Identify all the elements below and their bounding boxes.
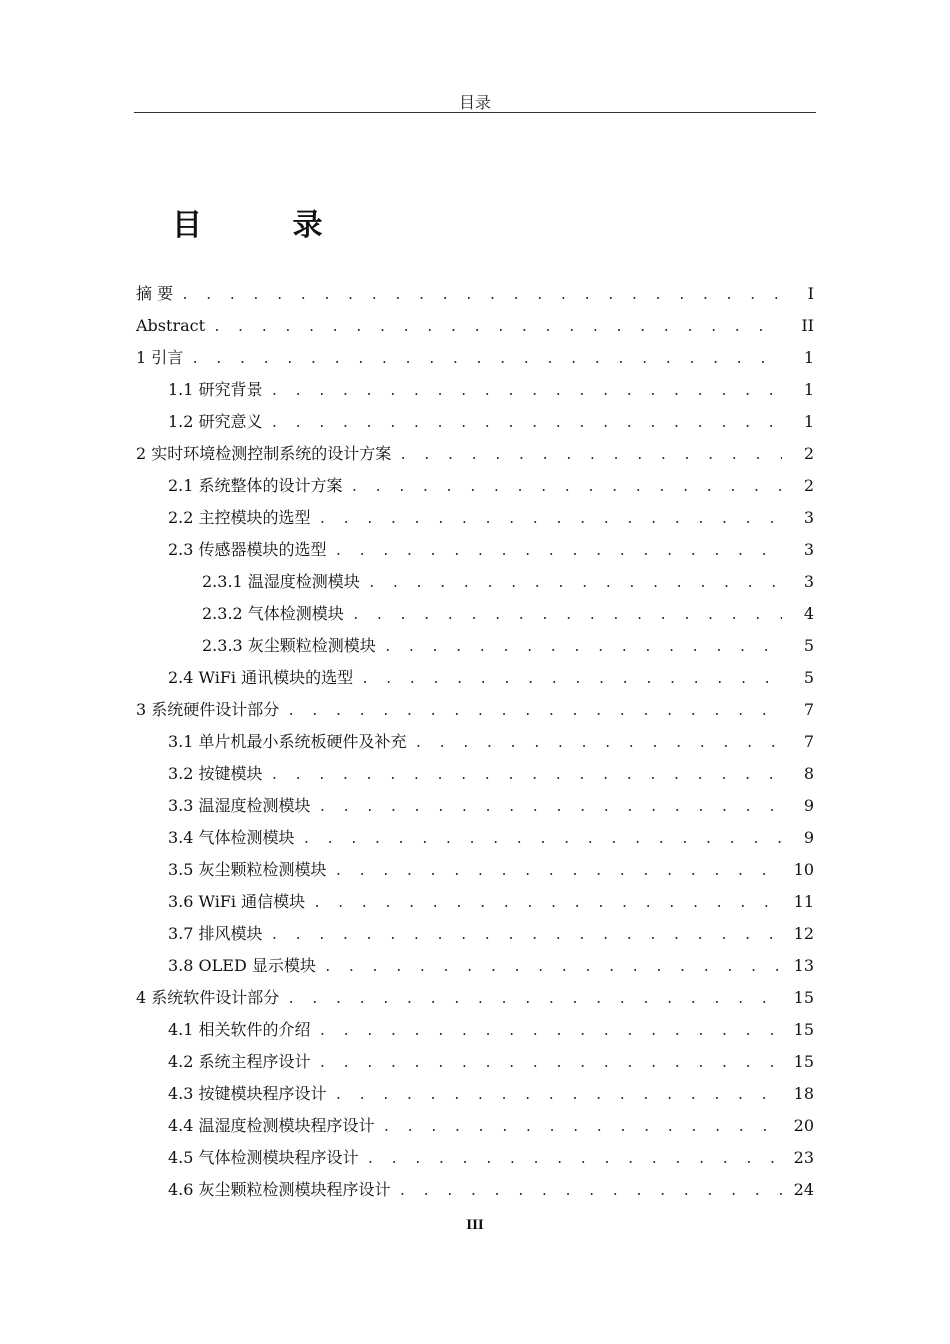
toc-entry[interactable] xyxy=(136,918,816,950)
dot-leader xyxy=(213,312,782,344)
dot-leader xyxy=(313,888,782,920)
dot-leader xyxy=(319,1048,782,1080)
toc-entry-page: 10 xyxy=(793,860,814,879)
toc-entry-label: 4.6 灰尘颗粒检测模块程序设计 xyxy=(168,1180,391,1199)
toc-entry-label: 3 系统硬件设计部分 xyxy=(136,700,280,719)
toc-entry-page: 23 xyxy=(793,1148,814,1167)
toc-entry-label: 3.3 温湿度检测模块 xyxy=(168,796,311,815)
toc-entry-page: 1 xyxy=(803,348,814,367)
toc-entry[interactable] xyxy=(136,310,816,342)
dot-leader xyxy=(271,920,782,952)
dot-leader xyxy=(271,376,782,408)
toc-entry-label: 3.5 灰尘颗粒检测模块 xyxy=(168,860,327,879)
toc-entry[interactable] xyxy=(136,758,816,790)
running-head: 目录 xyxy=(458,93,491,112)
toc-entry[interactable] xyxy=(136,470,816,502)
dot-leader xyxy=(335,1080,782,1112)
toc-entry[interactable] xyxy=(136,374,816,406)
toc-entry-label: 4.4 温湿度检测模块程序设计 xyxy=(168,1116,375,1135)
toc-entry-page: 24 xyxy=(793,1180,814,1199)
toc-entry-label: 2.3.3 灰尘颗粒检测模块 xyxy=(202,636,376,655)
toc-entry-label: 4.2 系统主程序设计 xyxy=(168,1052,311,1071)
dot-leader xyxy=(351,472,782,504)
toc-entry-page: 18 xyxy=(793,1084,814,1103)
toc-entry-page: 12 xyxy=(793,924,814,943)
toc-entry-label: 3.1 单片机最小系统板硬件及补充 xyxy=(168,732,407,751)
dot-leader xyxy=(319,504,782,536)
table-of-contents xyxy=(136,278,816,1206)
toc-entry-label: 1.2 研究意义 xyxy=(168,412,263,431)
dot-leader xyxy=(181,280,782,312)
toc-entry[interactable] xyxy=(136,598,816,630)
toc-entry-page: 11 xyxy=(793,892,814,911)
toc-entry-label: 1 引言 xyxy=(136,348,184,367)
toc-entry-label: 4 系统软件设计部分 xyxy=(136,988,280,1007)
toc-entry-page: 9 xyxy=(803,828,814,847)
toc-entry[interactable] xyxy=(136,886,816,918)
dot-leader xyxy=(287,984,782,1016)
toc-entry[interactable] xyxy=(136,534,816,566)
dot-leader xyxy=(303,824,782,856)
toc-entry-page: 7 xyxy=(803,700,814,719)
toc-entry-label: 3.6 WiFi 通信模块 xyxy=(168,892,306,911)
toc-entry-label: 2.2 主控模块的选型 xyxy=(168,508,311,527)
toc-entry-label: Abstract xyxy=(136,316,206,335)
toc-entry[interactable] xyxy=(136,406,816,438)
toc-entry-page: 3 xyxy=(803,572,814,591)
toc-entry-page: II xyxy=(801,316,814,335)
dot-leader xyxy=(368,568,782,600)
toc-entry[interactable] xyxy=(136,566,816,598)
toc-entry-page: 2 xyxy=(803,476,814,495)
toc-entry-page: 4 xyxy=(803,604,814,623)
toc-entry[interactable] xyxy=(136,1046,816,1078)
dot-leader xyxy=(271,408,782,440)
toc-entry-page: 3 xyxy=(803,508,814,527)
toc-entry-page: 20 xyxy=(793,1116,814,1135)
toc-entry-label: 3.7 排风模块 xyxy=(168,924,263,943)
toc-entry-label: 2.3.2 气体检测模块 xyxy=(202,604,344,623)
toc-entry-page: 8 xyxy=(803,764,814,783)
toc-entry[interactable] xyxy=(136,790,816,822)
toc-entry-label: 2.1 系统整体的设计方案 xyxy=(168,476,343,495)
toc-entry-label: 1.1 研究背景 xyxy=(168,380,263,399)
toc-entry-page: 7 xyxy=(803,732,814,751)
toc-entry-page: 5 xyxy=(803,668,814,687)
dot-leader xyxy=(399,1176,782,1208)
dot-leader xyxy=(352,600,782,632)
page-title: 目 录 xyxy=(172,208,363,243)
toc-entry[interactable] xyxy=(136,1174,816,1206)
toc-entry[interactable] xyxy=(136,662,816,694)
toc-entry-label: 3.8 OLED 显示模块 xyxy=(168,956,316,975)
dot-leader xyxy=(383,1112,782,1144)
toc-entry[interactable] xyxy=(136,630,816,662)
toc-entry-page: 1 xyxy=(803,380,814,399)
toc-entry-page: 15 xyxy=(793,988,814,1007)
toc-entry[interactable] xyxy=(136,1110,816,1142)
dot-leader xyxy=(399,440,782,472)
dot-leader xyxy=(324,952,782,984)
page-number: III xyxy=(466,1217,484,1233)
toc-entry[interactable] xyxy=(136,950,816,982)
header-rule xyxy=(134,112,816,113)
dot-leader xyxy=(335,536,782,568)
toc-entry[interactable] xyxy=(136,438,816,470)
dot-leader xyxy=(191,344,782,376)
toc-entry-page: I xyxy=(807,284,814,303)
toc-entry-label: 2 实时环境检测控制系统的设计方案 xyxy=(136,444,392,463)
toc-entry-page: 3 xyxy=(803,540,814,559)
toc-entry-label: 2.3 传感器模块的选型 xyxy=(168,540,327,559)
toc-entry-page: 9 xyxy=(803,796,814,815)
toc-entry-page: 1 xyxy=(803,412,814,431)
toc-entry-page: 13 xyxy=(793,956,814,975)
dot-leader xyxy=(384,632,782,664)
dot-leader xyxy=(287,696,782,728)
toc-entry-page: 15 xyxy=(793,1020,814,1039)
toc-entry-label: 3.2 按键模块 xyxy=(168,764,263,783)
toc-entry-label: 4.3 按键模块程序设计 xyxy=(168,1084,327,1103)
toc-entry-label: 3.4 气体检测模块 xyxy=(168,828,295,847)
toc-entry-label: 摘 要 xyxy=(136,284,174,303)
toc-entry-page: 15 xyxy=(793,1052,814,1071)
toc-entry-label: 2.4 WiFi 通讯模块的选型 xyxy=(168,668,354,687)
dot-leader xyxy=(415,728,782,760)
toc-entry[interactable] xyxy=(136,694,816,726)
toc-entry-label: 4.1 相关软件的介绍 xyxy=(168,1020,311,1039)
toc-entry[interactable] xyxy=(136,502,816,534)
dot-leader xyxy=(271,760,782,792)
toc-entry-label: 2.3.1 温湿度检测模块 xyxy=(202,572,360,591)
dot-leader xyxy=(361,664,782,696)
toc-entry[interactable] xyxy=(136,1014,816,1046)
toc-entry[interactable] xyxy=(136,1078,816,1110)
toc-entry[interactable] xyxy=(136,278,816,310)
toc-entry-page: 5 xyxy=(803,636,814,655)
toc-entry[interactable] xyxy=(136,982,816,1014)
dot-leader xyxy=(367,1144,782,1176)
toc-entry[interactable] xyxy=(136,726,816,758)
dot-leader xyxy=(319,1016,782,1048)
toc-entry[interactable] xyxy=(136,822,816,854)
toc-entry-page: 2 xyxy=(803,444,814,463)
dot-leader xyxy=(335,856,782,888)
toc-entry[interactable] xyxy=(136,854,816,886)
dot-leader xyxy=(319,792,782,824)
toc-entry[interactable] xyxy=(136,1142,816,1174)
toc-entry[interactable] xyxy=(136,342,816,374)
toc-entry-label: 4.5 气体检测模块程序设计 xyxy=(168,1148,359,1167)
